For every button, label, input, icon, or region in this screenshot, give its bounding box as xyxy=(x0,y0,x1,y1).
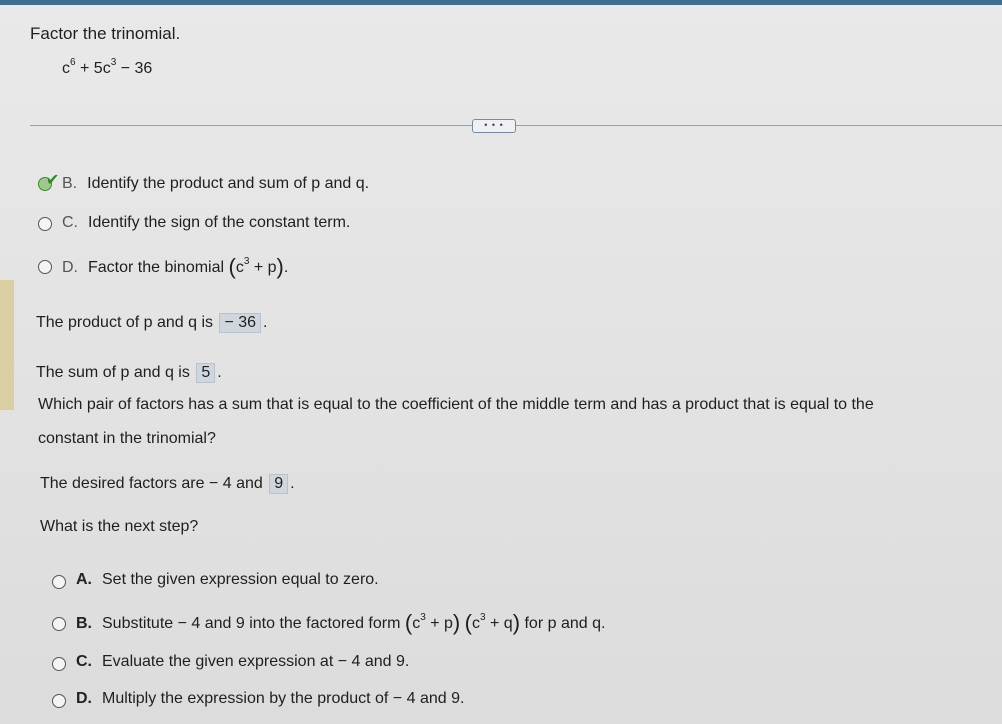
expr-base: c xyxy=(62,60,70,77)
option-letter: B. xyxy=(76,615,92,632)
next-option-a[interactable] xyxy=(76,571,379,589)
option-text: Substitute − 4 and 9 into the factored form xyxy=(102,615,401,632)
factors-answer-box[interactable]: 9 xyxy=(269,474,288,494)
sum-answer-box[interactable]: 5 xyxy=(196,363,215,383)
option-letter: C. xyxy=(76,653,92,670)
period: . xyxy=(217,364,222,381)
factor-2-exponent: 3 xyxy=(480,611,486,623)
option-d-radio[interactable] xyxy=(38,260,52,274)
question-line-2: constant in the trinomial? xyxy=(38,430,216,447)
more-button[interactable]: • • • xyxy=(472,119,516,133)
trinomial-expression xyxy=(62,56,153,78)
option-text: Factor the binomial xyxy=(88,259,225,276)
expr-exponent-1: 6 xyxy=(70,56,76,68)
instruction-text: Factor the trinomial. xyxy=(30,24,181,43)
product-prompt: The product of p and q is xyxy=(36,314,213,331)
binomial-term: + p xyxy=(249,259,277,276)
expr-exponent-2: 3 xyxy=(110,56,117,68)
option-d-step[interactable]: D. Factor the binomial $(c^3 + p)$. xyxy=(62,254,289,279)
next-option-b-radio[interactable] xyxy=(52,617,66,631)
option-text: Multiply the expression by the product of − 4 and 9. xyxy=(102,690,465,707)
option-letter: C. xyxy=(62,214,78,231)
option-letter: D. xyxy=(62,259,78,276)
next-step-prompt: What is the next step? xyxy=(40,518,199,535)
sum-line xyxy=(36,363,222,383)
option-tail: for p and q. xyxy=(524,615,606,632)
binomial-base: c xyxy=(235,259,244,276)
option-text: Identify the sign of the constant term. xyxy=(88,214,351,231)
option-c-step[interactable] xyxy=(62,214,350,232)
option-letter: A. xyxy=(76,571,92,588)
option-c-radio[interactable] xyxy=(38,217,52,231)
factor-1-exponent: 3 xyxy=(420,611,426,623)
next-option-c[interactable] xyxy=(76,653,409,671)
top-bar xyxy=(0,0,1002,5)
checkmark-icon: ✔ xyxy=(46,172,60,189)
factor-2-base: c xyxy=(472,615,480,632)
option-text: Set the given expression equal to zero. xyxy=(102,571,379,588)
next-option-d-radio[interactable] xyxy=(52,694,66,708)
binomial-period: . xyxy=(283,259,289,276)
product-line xyxy=(36,313,268,333)
side-strip xyxy=(0,280,14,410)
option-text: Evaluate the given expression at − 4 and 9. xyxy=(102,653,410,670)
period: . xyxy=(290,475,295,492)
option-letter: D. xyxy=(76,690,92,707)
binomial-exponent: 3 xyxy=(243,255,250,267)
question-line-1: Which pair of factors has a sum that is equal to the coefficient of the middle term and has a product that is equal to the xyxy=(38,396,874,413)
factors-prompt: The desired factors are − 4 and xyxy=(40,475,263,492)
next-option-d[interactable] xyxy=(76,690,464,708)
period: . xyxy=(263,314,268,331)
option-text: Identify the product and sum of p and q. xyxy=(87,175,370,192)
factor-1-term: + p xyxy=(425,615,453,632)
option-b-step[interactable] xyxy=(62,175,369,193)
next-option-b[interactable]: B. Substitute − 4 and 9 into the factored form $(c^3 + p) (c^3 + q)$ for p and q. xyxy=(76,610,606,635)
section-divider xyxy=(30,125,1002,126)
factors-line xyxy=(40,474,295,494)
factor-1-base: c xyxy=(412,615,421,632)
product-answer-box[interactable]: − 36 xyxy=(219,313,261,333)
expr-middle: + 5c xyxy=(75,60,111,77)
expr-constant: − 36 xyxy=(116,60,153,77)
next-option-c-radio[interactable] xyxy=(52,657,66,671)
next-option-a-radio[interactable] xyxy=(52,575,66,589)
factor-2-term: + q xyxy=(485,615,513,632)
option-letter: B. xyxy=(62,175,78,192)
sum-prompt: The sum of p and q is xyxy=(36,364,190,381)
